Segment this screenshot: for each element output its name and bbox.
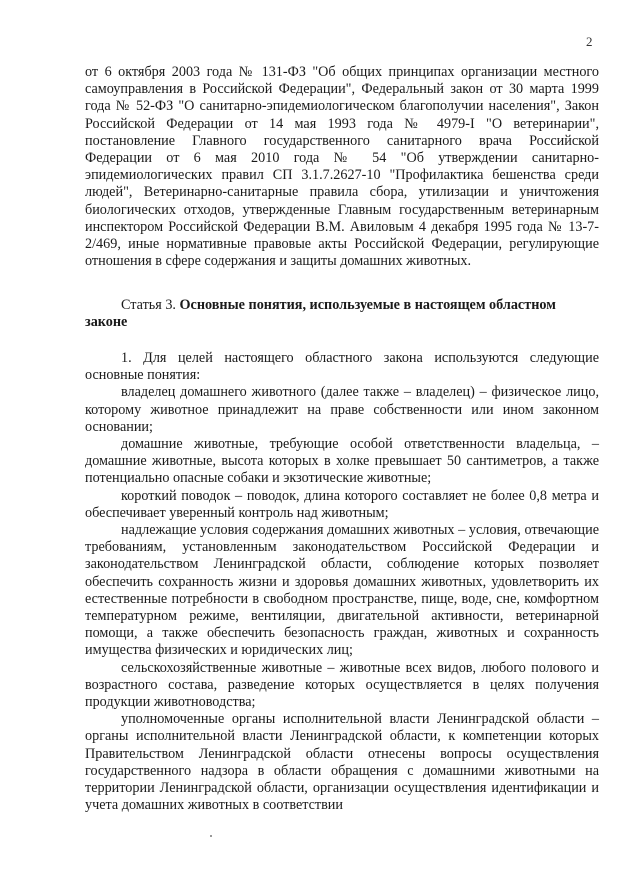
definition-item: короткий поводок – поводок, длина которого составляет не более 0,8 метра и обеспечивает уверенный контроль над животным; xyxy=(85,487,599,521)
definition-item: сельскохозяйственные животные – животные всех видов, любого полового и возрастного состава, разведение которых осуществляется в целях получения продукции животноводства; xyxy=(85,659,599,711)
article-title: Основные понятия, используемые в настоящем областном законе xyxy=(85,297,556,331)
lead-paragraph: от 6 октября 2003 года № 131-ФЗ "Об общих принципах организации местного самоуправления в Российской Федерации", Федеральный закон от 30 марта 1999 года № 52-ФЗ "О санитарно-эпидемиологическом благополучии населения", Закон Российской Федерации от 14 мая 1993 года № 4979-I "О ветеринарии", постановление Главного государственного санитарного врача Российской Федерации от 6 мая 2010 года № 54 "Об утверждении санитарно-эпидемиологических правил СП 3.1.7.2627-10 "Профилактика бешенства среди людей", Ветеринарно-санитарные правила сбора, утилизации и уничтожения биологических отходов, утвержденные Главным государственным ветеринарным инспектором Российской Федерации В.М. Авиловым 4 декабря 1995 года № 13-7-2/469, иные нормативные правовые акты Российской Федерации, регулирующие отношения в сфере содержания и защиты домашних животных. xyxy=(85,64,599,270)
scan-speck xyxy=(210,835,212,837)
definition-item: домашние животные, требующие особой ответственности владельца, – домашние животные, высота которых в холке превышает 50 сантиметров, а также потенциально опасные собаки и экзотические животные; xyxy=(85,436,599,487)
definition-item: владелец домашнего животного (далее также – владелец) – физическое лицо, которому животное принадлежит на праве собственности или ином законном основании; xyxy=(85,384,599,435)
page-number: 2 xyxy=(586,34,593,49)
definition-item: уполномоченные органы исполнительной власти Ленинградской области – органы исполнительной власти Ленинградской области, к компетенции которых Правительством Ленинградской области отнесены вопросы осуществления государственного надзора в области обращения с домашними животными на территории Ленинградской области, организации осуществления идентификации и учета домашних животных в соответствии xyxy=(85,711,599,814)
definition-item: надлежащие условия содержания домашних животных – условия, отвечающие требованиям, установленным законодательством Российской Федерации и законодательством Ленинградской области, соблюдение которых позволяет обеспечить сохранность жизни и здоровья домашних животных, удовлетворить их естественные потребности в свободном пространстве, пище, воде, сне, комфортном температурном режиме, вентиляции, двигательной активности, ветеринарной помощи, а также обеспечить безопасность граждан, животных и сохранность имущества физических и юридических лиц; xyxy=(85,522,599,659)
article-number: Статья 3. xyxy=(121,297,176,313)
definitions-section xyxy=(85,350,599,814)
article-heading xyxy=(85,297,599,331)
definitions-intro: 1. Для целей настоящего областного закона используются следующие основные понятия: xyxy=(85,350,599,384)
